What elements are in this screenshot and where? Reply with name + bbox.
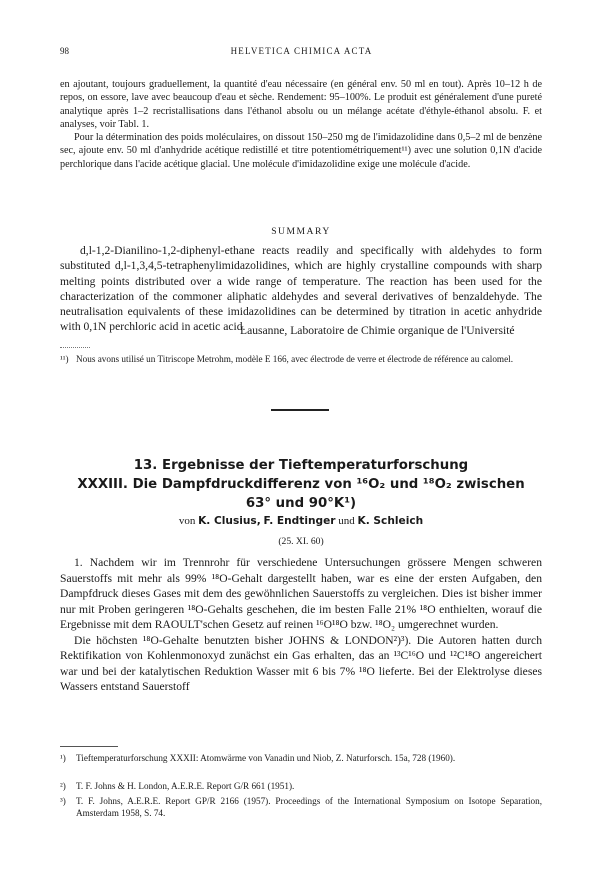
page-number: 98 [60,46,69,56]
author-3: K. Schleich [357,515,424,527]
author-line [60,515,542,527]
summary-heading: SUMMARY [271,226,331,237]
footnote-rule [60,347,90,348]
author-prefix: von [178,515,196,527]
affiliation-signature: Lausanne, Laboratoire de Chimie organique de l'Université [240,324,515,337]
footnote-text: Tieftemperaturforschung XXXII: Atomwärme von Vanadin und Niob, Z. Naturforsch. 15a, 728 (1960). [76,753,456,763]
footnote-number: ³) [60,796,66,806]
footnote-number: ¹¹) [60,354,69,364]
running-header [60,46,543,60]
article-separator [271,409,329,411]
footnote-1 [60,752,542,764]
title-line-3: 63° und 90°K¹) [245,496,357,511]
article-body [60,555,542,695]
footnote-text: T. F. Johns & H. London, A.E.R.E. Report G/R 661 (1951). [76,781,295,791]
received-date: (25. XI. 60) [278,536,324,547]
footnote-number: ²) [60,781,66,791]
footnote-11 [60,353,542,365]
footnote-number: ¹) [60,753,66,763]
footnote-rule [60,746,118,747]
body-paragraph-1: 1. Nachdem wir im Trennrohr für verschiedene Untersuchungen grössere Mengen schweren Sauerstoffs mit mehr als 99% ¹⁸O-Gehalt dargestellt haben, war es eine der ersten Aufgaben, den Dampfdruck dieses Gases mit dem des gewöhnlichen Sauerstoffs zu vergleichen. Dies ist bisher immer nur mit Proben geringeren ¹⁸O-Gehalts geschehen, die im besten Falle 21% ¹⁸O enthielten, worauf die Ergebnisse mit dem RAOULT'schen Gesetz auf reinen ¹⁶O¹⁸O bzw. ¹⁸O₂ umgerechnet wurden. [60,556,542,631]
summary-text: d,l-1,2-Dianilino-1,2-diphenyl-ethane reacts readily and specifically with aldehydes to form substituted d,l-1,3,4,5-tetraphenylimidazolidines, which are highly crystalline compounds with sharp melting points distributed over a wide range of temperature. The reaction has been used for the characterization of the commoner aliphatic aldehydes and several derivatives of benzaldehyde. The neutralisation equivalents of these imidazolidines can be determined by titration in acetic anhydride with 0,1N perchloric acid in acetic acid. [60,244,542,334]
prev-paragraph-2: Pour la détermination des poids moléculaires, on dissout 150–250 mg de l'imidazolidine dans 0,5–2 ml de benzène sec, ajoute env. 50 ml d'anhydride acétique redistillé et titre potentiométriquement¹¹) avec une solution 0,1N d'acide perchlorique dans l'acide acétique glacial. Une molécule d'imidazolidine exige une molécule d'acide. [60,132,542,170]
footnote-text: Nous avons utilisé un Titriscope Metrohm, modèle E 166, avec électrode de verre et électrode de référence au calomel. [76,354,514,364]
title-line-1: 13. Ergebnisse der Tieftemperaturforschung [133,458,469,473]
author-2: F. Endtinger [263,515,336,527]
article-title [60,456,542,513]
footnote-2 [60,780,542,792]
author-1: K. Clusius, [198,515,261,527]
body-paragraph-2: Die höchsten ¹⁸O-Gehalte benutzten bisher JOHNS & LONDON²)³). Die Autoren hatten durch Rektifikation von Kohlenmonoxyd zunächst ein Gas erhalten, das an ¹³C¹⁶O und ¹²C¹⁸O angereichert war und bei der katalytischen Reduktion Wasser mit 6 bis 7% ¹⁸O lieferte. Bei der Elektrolyse dieses Wassers entstand Sauerstoff [60,633,542,693]
journal-title: HELVETICA CHIMICA ACTA [230,46,373,56]
title-line-2: XXXIII. Die Dampfdruckdifferenz von ¹⁶O₂ und ¹⁸O₂ zwischen [77,477,525,492]
prev-paragraph-1: en ajoutant, toujours graduellement, la quantité d'eau nécessaire (en général env. 50 ml en tout). Après 10–12 h de repos, on essore, lave avec beaucoup d'eau et sèche. Rendement: 95–100%. Le produit est généralement d'une pureté analytique après 1–2 recristallisations dans l'éthanol absolu ou un mélange acétate d'éthyle-éthanol absolu. F. et analyses, voir Tabl. 1. [60,79,542,130]
footnote-3 [60,795,542,819]
footnote-text: T. F. Johns, A.E.R.E. Report GP/R 2166 (1957). Proceedings of the International Symposium on Isotope Separation, Amsterdam 1958, S. 74. [76,796,542,818]
author-conjunction: und [338,515,355,527]
